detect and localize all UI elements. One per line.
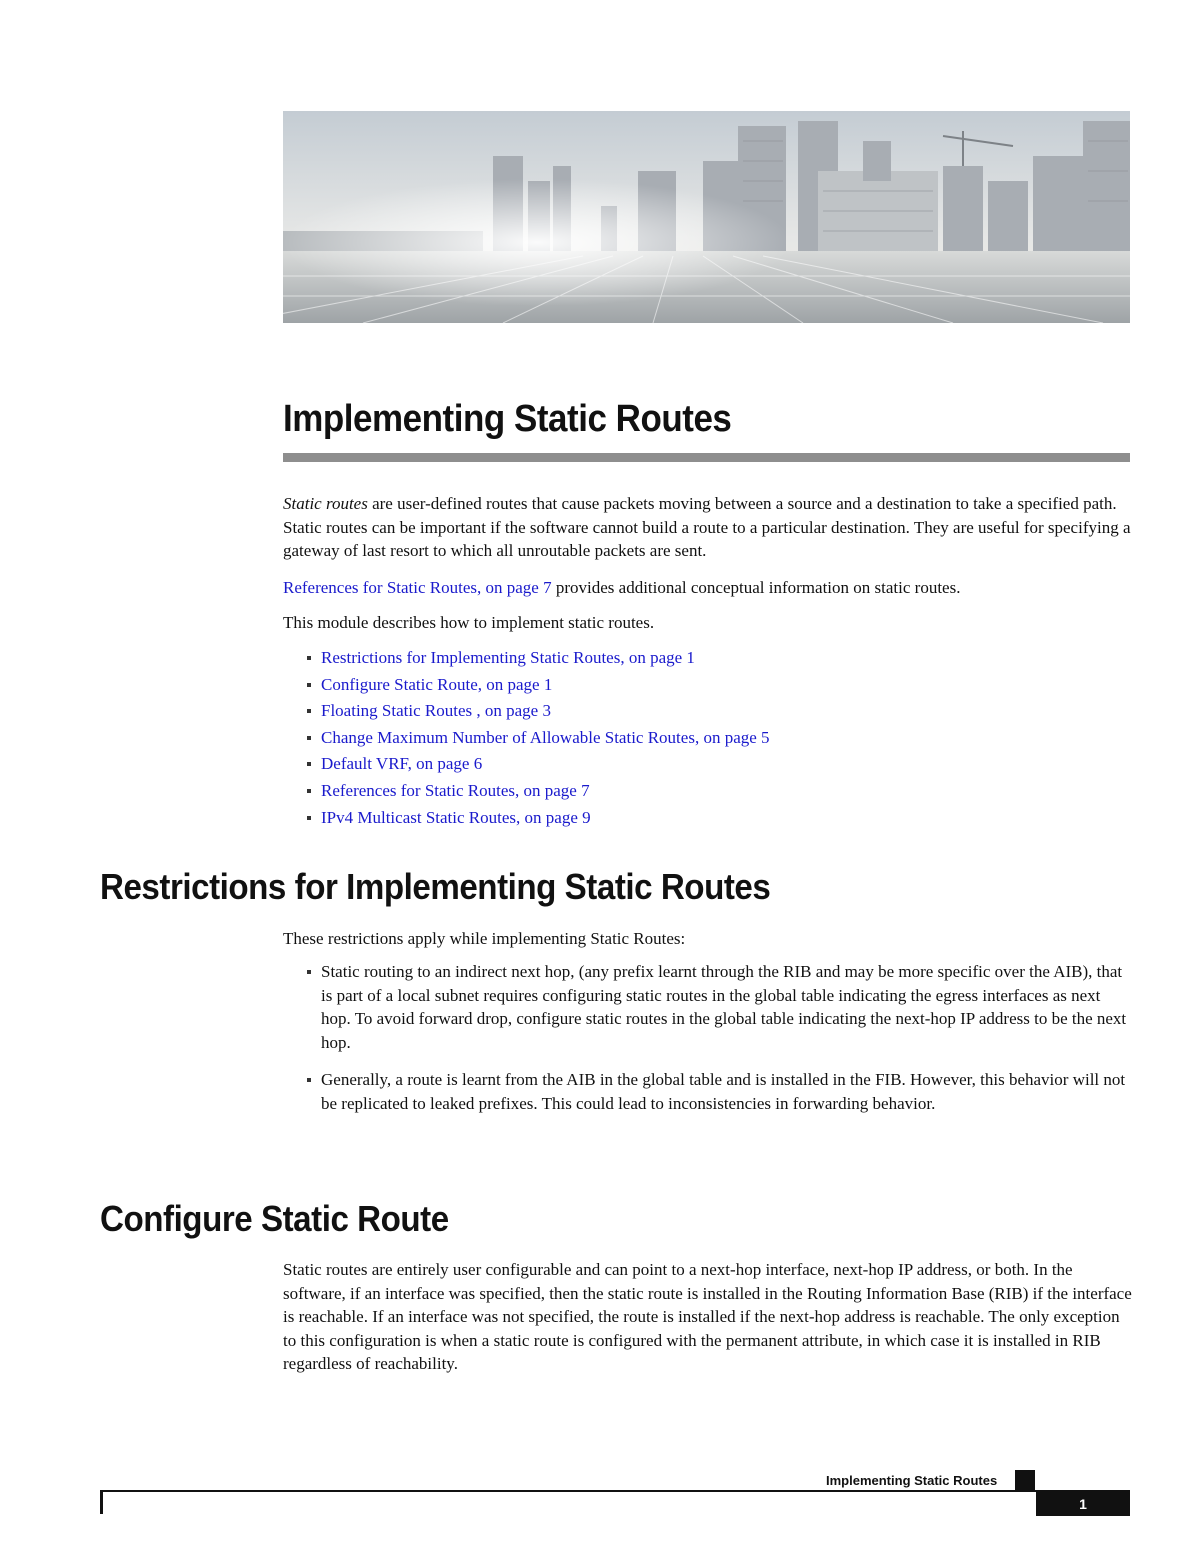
configure-paragraph: Static routes are entirely user configurable and can point to a next-hop interface, next-hop IP address, or both. In the software, if an interface was specified, then the static route is installed in the Routing Information Base (RIB) if the interface is reachable. If an interface was not specified, the route is installed if the next-hop address is reachable. The only exception to this configuration is when a static route is configured with the permanent attribute, in which case it is installed in RIB regardless of reachability.: [283, 1260, 1132, 1373]
city-skyline-illustration: [283, 111, 1130, 323]
toc-item: [307, 645, 770, 672]
references-link[interactable]: References for Static Routes, on page 7: [283, 578, 552, 597]
configure-heading: Configure Static Route: [100, 1198, 449, 1239]
toc-item: [307, 751, 770, 778]
module-description: This module describes how to implement static routes.: [283, 613, 655, 632]
footer-rule: [100, 1490, 1130, 1492]
toc-item: [307, 725, 770, 752]
intro-text: are user-defined routes that cause packets moving between a source and a destination to take a specified path. Static routes can be important if the software cannot build a route to a particular destination. They are useful for specifying a gateway of last resort to which all unroutable packets are sent.: [283, 494, 1131, 560]
footer-marker: [1015, 1470, 1035, 1490]
restriction-item: Static routing to an indirect next hop, (any prefix learnt through the RIB and may be more specific over the AIB), that is part of a local subnet requires configuring static routes in the global table indicating the egress interfaces as next hop. To avoid forward drop, configure static routes in the global table indicating the next-hop IP address to be the next hop.: [307, 960, 1133, 1054]
toc-link-references[interactable]: References for Static Routes, on page 7: [321, 780, 590, 800]
toc-link-configure[interactable]: Configure Static Route, on page 1: [321, 674, 553, 694]
page-title: Implementing Static Routes: [283, 398, 732, 440]
toc-item: [307, 698, 770, 725]
restrictions-intro: These restrictions apply while implementing Static Routes:: [283, 929, 686, 948]
page-number: 1: [1036, 1492, 1130, 1516]
title-rule: [283, 453, 1130, 462]
footer-document-title: Implementing Static Routes: [826, 1473, 998, 1488]
toc-item: [307, 672, 770, 699]
toc-link-ipv4-multicast[interactable]: IPv4 Multicast Static Routes, on page 9: [321, 807, 591, 827]
restrictions-list: [307, 960, 1133, 1129]
toc-link-change-maximum[interactable]: Change Maximum Number of Allowable Static Routes, on page 5: [321, 727, 770, 747]
toc-list: [307, 645, 770, 831]
restriction-item: Generally, a route is learnt from the AIB in the global table and is installed in the FIB. However, this behavior will not be replicated to leaked prefixes. This could lead to inconsistencies in forwarding behavior.: [307, 1068, 1133, 1115]
toc-link-default-vrf[interactable]: Default VRF, on page 6: [321, 754, 483, 774]
intro-term: Static routes: [283, 494, 368, 513]
toc-item: [307, 778, 770, 805]
toc-item: [307, 805, 770, 832]
toc-link-floating[interactable]: Floating Static Routes , on page 3: [321, 701, 551, 721]
restrictions-heading: Restrictions for Implementing Static Routes: [100, 866, 771, 907]
references-paragraph: [283, 576, 1133, 600]
intro-paragraph: [283, 492, 1133, 563]
header-banner-image: [283, 111, 1130, 323]
toc-link-restrictions[interactable]: Restrictions for Implementing Static Routes, on page 1: [321, 648, 695, 667]
references-text: provides additional conceptual information on static routes.: [551, 578, 961, 597]
footer-tick: [100, 1490, 103, 1514]
